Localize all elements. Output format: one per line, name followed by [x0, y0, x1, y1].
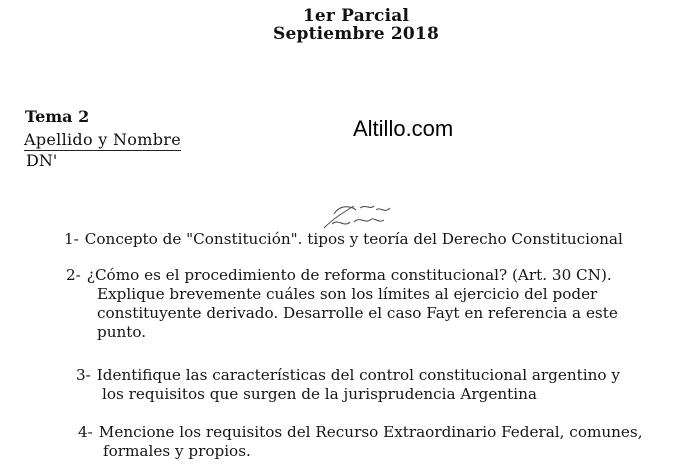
- exam-title: 1er Parcial: [302, 6, 410, 26]
- question-text-line: constituyente derivado. Desarrolle el caso Fayt en referencia a este: [97, 304, 618, 322]
- exam-date: Septiembre 2018: [273, 24, 439, 44]
- question-4: [78, 423, 643, 461]
- question-1: [64, 230, 623, 249]
- question-text-line: Mencione los requisitos del Recurso Extraordinario Federal, comunes,: [98, 423, 643, 441]
- question-number: 4-: [78, 423, 93, 441]
- dni-field-label: DN': [26, 151, 58, 170]
- question-text-line: los requisitos que surgen de la jurisprudencia Argentina: [102, 385, 537, 403]
- question-text-line: Identifique las características del control constitucional argentino y: [96, 366, 620, 384]
- question-number: 1-: [64, 230, 79, 248]
- question-number: 3-: [76, 366, 91, 384]
- tema-label: Tema 2: [25, 107, 90, 126]
- question-text-line: punto.: [97, 323, 147, 341]
- question-text-line: Explique brevemente cuáles son los límites al ejercicio del poder: [97, 285, 598, 303]
- site-watermark: Altillo.com: [353, 116, 454, 141]
- question-text-line: Concepto de "Constitución". tipos y teoría del Derecho Constitucional: [84, 230, 623, 248]
- question-2: [66, 266, 618, 342]
- handwritten-annotation: [322, 198, 412, 234]
- name-field-label: Apellido y Nombre: [24, 130, 181, 149]
- question-text-line: formales y propios.: [103, 442, 251, 460]
- question-text-line: ¿Cómo es el procedimiento de reforma constitucional? (Art. 30 CN).: [86, 266, 612, 284]
- question-number: 2-: [66, 266, 81, 284]
- question-3: [76, 366, 620, 404]
